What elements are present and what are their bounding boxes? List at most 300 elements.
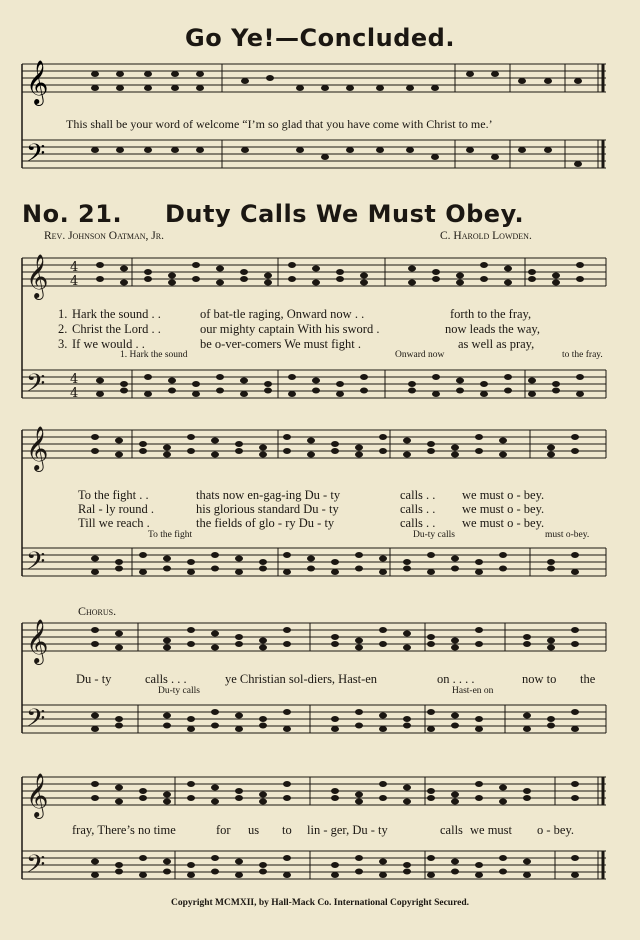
note-head [312,388,320,394]
note-head [139,855,147,861]
note-head [528,391,536,397]
note-head [475,627,483,633]
s2-verse-3-d: we must o - bey. [462,516,545,530]
note-head [192,262,200,268]
svg-text:𝄢: 𝄢 [26,139,46,174]
note-head [91,434,99,440]
note-head [336,381,344,387]
note-head [336,269,344,275]
note-head [211,552,219,558]
note-head [211,452,219,458]
note-head [456,378,464,384]
note-head [211,785,219,791]
note-head [379,448,387,454]
note-head [379,713,387,719]
note-head [552,381,560,387]
note-head [139,552,147,558]
note-head [312,280,320,286]
note-head [91,627,99,633]
note-head [571,552,579,558]
note-head [523,713,531,719]
note-head [331,641,339,647]
note-head [547,559,555,565]
note-head [480,381,488,387]
note-head [379,627,387,633]
note-head [235,795,243,801]
note-head [403,723,411,729]
note-head [91,569,99,575]
verse-2-a: Christ the Lord . . [72,322,161,336]
verse-1-b: of bat-tle raging, Onward now . . [200,307,365,321]
note-head [187,448,195,454]
s2-verse-2-b: his glorious standard Du - ty [196,502,339,516]
note-head [115,566,123,572]
note-head [163,452,171,458]
note-head [187,434,195,440]
previous-hymn-title: Go Ye!—Concluded. [185,24,455,52]
svg-text:𝄞: 𝄞 [26,254,49,298]
composer: C. Harold Lowden. [440,230,532,242]
note-head [168,388,176,394]
svg-text:𝄞: 𝄞 [26,773,49,817]
note-head [115,438,123,444]
note-head [331,726,339,732]
note-head [571,781,579,787]
note-head [91,641,99,647]
note-head [307,566,315,572]
hymn-title: Duty Calls We Must Obey. [165,200,525,228]
note-head [163,859,171,865]
note-head [552,273,560,279]
note-head [115,716,123,722]
note-head [168,378,176,384]
note-head [235,726,243,732]
note-head [144,269,152,275]
note-head [283,855,291,861]
note-head [331,559,339,565]
s4-word-g: we must [470,823,513,837]
note-head [187,872,195,878]
note-head [427,855,435,861]
note-head [91,795,99,801]
note-head [331,716,339,722]
note-head [307,438,315,444]
note-head [403,452,411,458]
note-head [379,434,387,440]
note-head [432,374,440,380]
note-head [547,566,555,572]
note-head [379,641,387,647]
note-head [451,445,459,451]
chorus-word-c: ye Christian sol-diers, Hast-en [225,672,378,686]
s2-verse-3-c: calls . . [400,516,436,530]
note-head [427,641,435,647]
note-head [96,378,104,384]
prev-hymn-lyric: This shall be your word of welcome “I’m so glad that you have come with Christ to me.’ [66,117,493,131]
note-head [475,726,483,732]
note-head [427,569,435,575]
note-head [379,795,387,801]
note-head [187,862,195,868]
note-head [571,569,579,575]
copyright-notice: Copyright MCMXII, by Hall-Mack Co. International Copyright Secured. [170,898,470,908]
note-head [432,269,440,275]
note-head [144,374,152,380]
note-head [163,799,171,805]
note-head [211,438,219,444]
note-head [91,781,99,787]
note-head [571,448,579,454]
note-head [91,713,99,719]
note-head [259,723,267,729]
note-head [480,391,488,397]
s4-word-b: for [216,823,231,837]
note-head [408,388,416,394]
svg-text:4: 4 [70,386,79,401]
note-head [283,641,291,647]
note-head [139,795,147,801]
note-head [187,781,195,787]
note-head [475,559,483,565]
note-head [475,641,483,647]
note-head [480,262,488,268]
note-head [355,855,363,861]
note-head [504,266,512,272]
note-head [283,552,291,558]
svg-text:4: 4 [70,372,79,387]
note-head [235,859,243,865]
note-head [91,448,99,454]
note-head [91,872,99,878]
note-head [456,388,464,394]
note-head [475,569,483,575]
note-head [403,716,411,722]
note-head [576,391,584,397]
note-head [576,374,584,380]
note-head [312,378,320,384]
svg-text:𝄢: 𝄢 [26,850,46,885]
note-head [331,448,339,454]
note-head [403,566,411,572]
note-head [91,859,99,865]
note-head [547,723,555,729]
chorus-label: Chorus. [78,604,117,618]
note-head [451,566,459,572]
note-head [475,781,483,787]
verse-3-a: If we would . . [72,337,145,351]
note-head [523,872,531,878]
s2-verse-1-d: we must o - bey. [462,488,545,502]
note-head [427,709,435,715]
chorus-word-d: on . . . . [437,672,475,686]
note-head [403,438,411,444]
note-head [456,280,464,286]
note-head [211,631,219,637]
note-head [259,638,267,644]
note-head [360,374,368,380]
note-head [120,388,128,394]
svg-text:𝄢: 𝄢 [26,547,46,582]
note-head [163,723,171,729]
s2-bass-cue-2: Du-ty calls [413,530,455,540]
verse-1-c: forth to the fray, [450,307,532,321]
note-head [379,556,387,562]
note-head [120,266,128,272]
note-head [144,391,152,397]
note-head [408,266,416,272]
note-head [187,559,195,565]
s2-verse-1-a: To the fight . . [78,488,149,502]
note-head [571,627,579,633]
note-head [96,262,104,268]
note-head [360,388,368,394]
note-head [427,726,435,732]
note-head [571,855,579,861]
note-head [187,716,195,722]
note-head [168,280,176,286]
note-head [288,276,296,282]
note-head [336,391,344,397]
note-head [283,726,291,732]
note-head [456,273,464,279]
lyricist: Rev. Johnson Oatman, Jr. [44,230,164,242]
note-head [283,709,291,715]
note-head [331,569,339,575]
svg-text:𝄞: 𝄞 [26,619,49,663]
note-head [451,713,459,719]
note-head [259,645,267,651]
note-head [499,452,507,458]
chorus-word-f: the [580,672,596,686]
note-head [528,378,536,384]
note-head [216,280,224,286]
note-head [547,638,555,644]
note-head [96,391,104,397]
s2-bass-cue-3: must o-bey. [545,530,590,540]
note-head [355,799,363,805]
note-head [283,781,291,787]
note-head [475,716,483,722]
note-head [192,381,200,387]
note-head [451,792,459,798]
note-head [499,855,507,861]
note-head [504,280,512,286]
note-head [163,792,171,798]
note-head [571,726,579,732]
s2-verse-3-a: Till we reach . [78,516,150,530]
note-head [235,441,243,447]
note-head [523,726,531,732]
note-head [331,795,339,801]
note-head [163,556,171,562]
note-head [216,388,224,394]
note-head [552,280,560,286]
note-head [355,645,363,651]
verse-2-num: 2. [58,322,68,336]
note-head [192,391,200,397]
note-head [235,713,243,719]
s4-word-h: o - bey. [537,823,575,837]
note-head [403,785,411,791]
note-head [283,448,291,454]
verse-1-a: Hark the sound . . [72,307,161,321]
note-head [120,381,128,387]
note-head [504,388,512,394]
s4-word-f: calls [440,823,463,837]
note-head [235,634,243,640]
note-head [547,716,555,722]
note-head [115,862,123,868]
note-head [427,788,435,794]
note-head [259,559,267,565]
note-head [288,262,296,268]
note-head [576,276,584,282]
note-head [499,869,507,875]
note-head [211,645,219,651]
note-head [163,638,171,644]
note-head [499,785,507,791]
note-head [547,445,555,451]
note-head [288,391,296,397]
note-head [355,552,363,558]
note-head [499,438,507,444]
note-head [403,645,411,651]
note-head [355,869,363,875]
s4-word-c: us [248,823,260,837]
s4-word-a: fray, There’s no time [72,823,176,837]
svg-text:𝄞: 𝄞 [26,60,49,104]
note-head [571,434,579,440]
note-head [235,788,243,794]
note-head [240,269,248,275]
note-head [427,795,435,801]
note-head [475,862,483,868]
note-head [451,556,459,562]
note-head [360,273,368,279]
note-head [187,795,195,801]
note-head [216,266,224,272]
note-head [115,645,123,651]
note-head [475,872,483,878]
note-head [571,709,579,715]
hymn-number: No. 21. [22,200,123,228]
note-head [547,452,555,458]
note-head [379,872,387,878]
note-head [115,452,123,458]
note-head [355,445,363,451]
note-head [283,434,291,440]
s2-verse-1-c: calls . . [400,488,436,502]
note-head [115,723,123,729]
note-head [96,276,104,282]
note-head [211,566,219,572]
verse-3-c: as well as pray, [458,337,535,351]
note-head [259,792,267,798]
note-head [163,645,171,651]
chorus-word-a: Du - ty [76,672,112,686]
note-head [523,634,531,640]
note-head [211,799,219,805]
s2-bass-cue-1: To the fight [148,530,193,540]
note-head [259,716,267,722]
s2-verse-2-d: we must o - bey. [462,502,545,516]
s2-verse-1-b: thats now en-gag-ing Du - ty [196,488,341,502]
note-head [451,859,459,865]
note-head [240,276,248,282]
verse-1-num: 1. [58,307,68,321]
note-head [264,273,272,279]
note-head [523,795,531,801]
note-head [571,641,579,647]
note-head [235,556,243,562]
svg-text:4: 4 [70,274,79,289]
note-head [403,559,411,565]
note-head [427,448,435,454]
note-head [283,795,291,801]
note-head [451,645,459,651]
note-head [451,723,459,729]
note-head [523,788,531,794]
note-head [144,276,152,282]
verse-3-num: 3. [58,337,68,351]
note-head [240,391,248,397]
note-head [403,631,411,637]
note-head [163,713,171,719]
note-head [408,280,416,286]
note-head [408,381,416,387]
note-head [403,799,411,805]
note-head [115,559,123,565]
note-head [307,556,315,562]
note-head [259,445,267,451]
s2-verse-2-a: Ral - ly round . [78,502,155,516]
note-head [139,448,147,454]
note-head [115,869,123,875]
note-head [552,388,560,394]
chorus-word-b: calls . . . [145,672,187,686]
note-head [576,262,584,268]
note-head [259,869,267,875]
note-head [235,872,243,878]
note-head [451,869,459,875]
note-head [139,569,147,575]
note-head [211,855,219,861]
note-head [264,280,272,286]
note-head [120,280,128,286]
note-head [499,799,507,805]
note-head [192,276,200,282]
note-head [480,276,488,282]
note-head [571,872,579,878]
note-head [451,638,459,644]
note-head [211,869,219,875]
note-head [427,441,435,447]
chorus-word-e: now to [522,672,557,686]
note-head [307,452,315,458]
note-head [283,569,291,575]
note-head [259,452,267,458]
note-head [240,378,248,384]
note-head [283,627,291,633]
note-head [432,276,440,282]
note-head [259,566,267,572]
note-head [547,645,555,651]
verse-3-b: be o-ver-comers We must fight . [200,337,361,351]
svg-text:𝄢: 𝄢 [26,704,46,739]
note-head [331,788,339,794]
note-head [499,566,507,572]
note-head [499,552,507,558]
